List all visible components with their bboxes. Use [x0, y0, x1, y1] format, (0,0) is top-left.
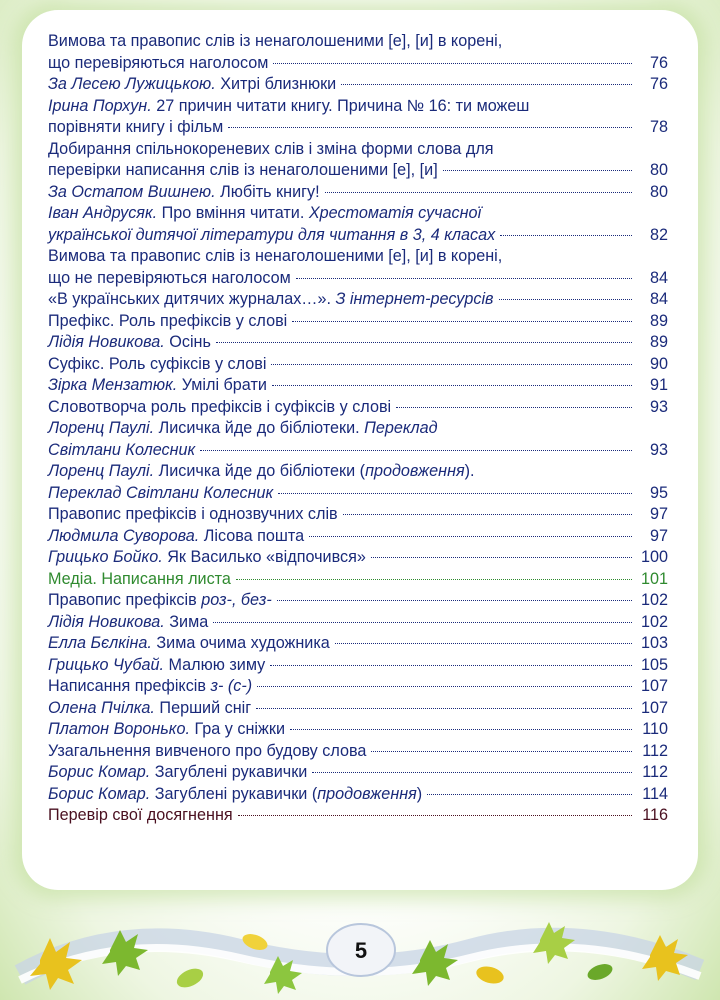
text: Правопис префіксів і однозвучних слів: [48, 505, 338, 523]
italic-text: Лідія Новикова.: [48, 333, 165, 351]
toc-entry-title: [48, 676, 252, 698]
toc-entry[interactable]: [48, 311, 668, 333]
dot-leader: [256, 708, 632, 709]
text: Загублені рукавички: [150, 763, 308, 781]
toc-entry-title: [48, 483, 273, 505]
toc-page-number: 102: [640, 591, 668, 609]
leaf-icon: [474, 964, 505, 987]
toc-page-number: 91: [649, 376, 668, 394]
italic-text: Людмила Суворова.: [48, 526, 200, 545]
toc-entry[interactable]: [48, 332, 668, 354]
toc-entry[interactable]: [48, 96, 668, 139]
toc-page-number: 76: [649, 53, 668, 72]
toc-page-number: 97: [649, 505, 668, 523]
toc-entry[interactable]: [48, 504, 668, 526]
toc-page-number: 100: [640, 548, 668, 566]
toc-page-number: 116: [642, 806, 668, 824]
text: ).: [464, 462, 475, 480]
dot-leader: [238, 815, 632, 816]
dot-leader: [296, 278, 632, 279]
dot-leader: [371, 557, 632, 558]
italic-text: Хрестоматія сучасної: [308, 204, 482, 222]
text: Гра у сніжки: [189, 720, 285, 738]
toc-page-number: 89: [649, 333, 668, 351]
toc-entry-title: [48, 74, 336, 96]
text: ): [416, 784, 423, 803]
toc-entry[interactable]: [48, 289, 668, 311]
text: Медіа. Написання листа: [48, 569, 231, 588]
toc-entry-row: [48, 225, 668, 247]
toc-page-number: 84: [649, 268, 668, 287]
toc-page-number: 93: [649, 397, 668, 416]
text: Малюю зиму: [163, 655, 266, 674]
toc-entry[interactable]: [48, 762, 668, 784]
toc-entry-row: [48, 117, 668, 139]
toc-entry-title: [48, 590, 272, 612]
dot-leader: [257, 686, 632, 687]
toc-page-number: 102: [640, 612, 668, 631]
toc-entry-title: [48, 569, 231, 591]
toc-entry[interactable]: [48, 31, 668, 74]
toc-entry[interactable]: [48, 397, 668, 419]
italic-text: Переклад Світлани Колесник: [48, 483, 274, 502]
dot-leader: [292, 321, 632, 322]
toc-entry-row: [48, 569, 668, 591]
dot-leader: [499, 299, 633, 300]
toc-entry-title: [48, 289, 494, 311]
text: «В українських дитячих журналах…».: [48, 290, 331, 308]
dot-leader: [277, 600, 632, 601]
italic-text: Лідія Новикова.: [48, 612, 165, 631]
toc-entry-title: [48, 762, 307, 784]
toc-entry[interactable]: [48, 182, 668, 204]
italic-text: Борис Комар.: [48, 763, 151, 781]
text: Лісова пошта: [199, 526, 305, 545]
dot-leader: [271, 364, 632, 365]
toc-page-number: 90: [649, 354, 668, 373]
toc-entry-title: [48, 268, 291, 290]
toc-entry-row: [48, 526, 668, 548]
dot-leader: [312, 772, 632, 773]
toc-entry-title: [48, 526, 304, 548]
toc-entry-row: [48, 504, 668, 526]
toc-entry-line: [48, 96, 668, 118]
toc-entry-title: [48, 440, 195, 462]
text: Лисичка йде до бібліотеки (: [154, 462, 366, 480]
toc-entry-title: [48, 547, 366, 569]
italic-text: роз-, без-: [201, 591, 272, 609]
toc-page-number: 110: [642, 720, 668, 738]
dot-leader: [325, 192, 632, 193]
text: Перший сніг: [154, 698, 252, 717]
text: Загублені рукавички (: [150, 784, 318, 803]
italic-text: Платон Воронько.: [48, 720, 190, 738]
toc-entry-row: [48, 375, 668, 397]
dot-leader: [343, 514, 632, 515]
dot-leader: [216, 342, 632, 343]
toc-entry[interactable]: [48, 203, 668, 246]
toc-page-number: 97: [649, 526, 668, 545]
leaf-icon: [174, 965, 206, 991]
dot-leader: [273, 63, 632, 64]
toc-entry-row: [48, 547, 668, 569]
toc-entry-title: [48, 53, 268, 75]
toc-entry[interactable]: [48, 719, 668, 741]
italic-text: Ірина Порхун.: [48, 96, 152, 115]
text: Префікс. Роль префіксів у слові: [48, 311, 288, 330]
dot-leader: [236, 579, 632, 580]
toc-entry[interactable]: [48, 676, 668, 698]
toc-entry[interactable]: [48, 526, 668, 548]
toc-entry-row: [48, 354, 668, 376]
table-of-contents: [48, 31, 668, 827]
toc-entry-row: [48, 397, 668, 419]
toc-entry-row: [48, 719, 668, 741]
toc-page-number: 112: [642, 741, 668, 760]
italic-text: Іван Андрусяк.: [48, 204, 158, 222]
toc-page-number: 82: [649, 225, 668, 244]
toc-entry[interactable]: [48, 633, 668, 655]
toc-entry-row: [48, 676, 668, 698]
italic-text: Елла Бєлкіна.: [48, 634, 152, 652]
toc-entry-row: [48, 332, 668, 354]
italic-text: Лоренц Паулі.: [48, 419, 155, 437]
italic-text: Борис Комар.: [48, 784, 151, 803]
toc-page-number: 95: [649, 483, 668, 502]
italic-text: Грицько Бойко.: [48, 548, 163, 566]
toc-entry-row: [48, 698, 668, 720]
toc-entry-title: [48, 719, 285, 741]
toc-entry-title: [48, 397, 391, 419]
toc-entry-row: [48, 633, 668, 655]
text: Узагальнення вивченого про будову слова: [48, 741, 367, 760]
toc-entry[interactable]: [48, 139, 668, 182]
text: Перевір свої досягнення: [48, 806, 233, 824]
toc-entry-row: [48, 590, 668, 612]
italic-text: Грицько Чубай.: [48, 655, 164, 674]
toc-entry-line: [48, 418, 668, 440]
dot-leader: [500, 235, 632, 236]
toc-entry[interactable]: [48, 590, 668, 612]
toc-entry-line: [48, 31, 668, 53]
toc-entry[interactable]: [48, 461, 668, 504]
text: Словотворча роль префіксів і суфіксів у слові: [48, 397, 392, 416]
toc-page-number: 93: [649, 440, 668, 459]
text: Вимова та правопис слів із ненаголошеними [е], [и] в корені,: [48, 247, 503, 265]
toc-entry-title: [48, 182, 320, 204]
toc-entry[interactable]: [48, 354, 668, 376]
text: порівняти книгу і фільм: [48, 118, 224, 136]
toc-page-number: 76: [649, 75, 668, 93]
toc-entry[interactable]: [48, 246, 668, 289]
italic-text: Лоренц Паулі.: [48, 462, 155, 480]
dot-leader: [200, 450, 632, 451]
text: Зима очима художника: [151, 634, 330, 652]
toc-entry[interactable]: [48, 698, 668, 720]
italic-text: З інтернет-ресурсів: [331, 290, 494, 308]
text: перевірки написання слів із ненаголошеними [е], [и]: [48, 161, 438, 179]
toc-page-number: 107: [640, 677, 668, 695]
leaf-icon: [585, 961, 614, 983]
toc-entry[interactable]: [48, 547, 668, 569]
toc-entry-row: [48, 440, 668, 462]
toc-entry[interactable]: [48, 418, 668, 461]
toc-entry-title: [48, 117, 223, 139]
toc-entry-title: [48, 375, 267, 397]
toc-entry-row: [48, 784, 668, 806]
toc-entry-title: [48, 332, 211, 354]
toc-entry-row: [48, 53, 668, 75]
toc-entry-row: [48, 612, 668, 634]
italic-text: За Остапом Вишнею.: [48, 182, 216, 201]
toc-page-number: 103: [640, 634, 668, 652]
italic-text: продовження: [365, 462, 465, 480]
italic-text: Світлани Колесник: [48, 440, 196, 459]
toc-entry-title: [48, 784, 422, 806]
dot-leader: [335, 643, 632, 644]
toc-entry-title: [48, 805, 233, 827]
toc-entry-title: [48, 633, 330, 655]
toc-entry-line: [48, 246, 668, 268]
toc-entry-title: [48, 504, 338, 526]
text: Добирання спільнокореневих слів і зміна форми слова для: [48, 139, 494, 158]
toc-page-number: 89: [649, 311, 668, 330]
toc-page-number: 101: [640, 569, 668, 588]
dot-leader: [278, 493, 632, 494]
toc-page-number: 84: [649, 290, 668, 308]
text: що перевіряються наголосом: [48, 53, 269, 72]
dot-leader: [443, 170, 632, 171]
toc-entry-row: [48, 289, 668, 311]
text: Як Василько «відпочився»: [162, 548, 366, 566]
text: Любіть книгу!: [215, 182, 320, 201]
toc-entry-row: [48, 160, 668, 182]
page-number: 5: [354, 938, 368, 963]
toc-entry[interactable]: [48, 375, 668, 397]
toc-entry-title: [48, 612, 208, 634]
toc-page-number: 107: [640, 698, 668, 717]
toc-entry-title: [48, 655, 265, 677]
toc-page-number: 80: [649, 161, 668, 179]
dot-leader: [228, 127, 632, 128]
italic-text: продовження: [317, 784, 417, 803]
toc-entry[interactable]: [48, 74, 668, 96]
toc-page-number: 78: [649, 118, 668, 136]
toc-entry-row: [48, 268, 668, 290]
toc-entry-line: [48, 461, 668, 483]
text: 27 причин читати книгу. Причина № 16: ти можеш: [151, 96, 530, 115]
text: Вимова та правопис слів із ненаголошеними [е], [и] в корені,: [48, 32, 503, 50]
dot-leader: [396, 407, 632, 408]
toc-entry-row: [48, 74, 668, 96]
text: Осінь: [164, 333, 211, 351]
text: Лисичка йде до бібліотеки.: [154, 419, 365, 437]
italic-text: За Лесею Лужицькою.: [48, 75, 216, 93]
italic-text: Олена Пчілка.: [48, 698, 155, 717]
dot-leader: [309, 536, 632, 537]
text: Умілі брати: [177, 376, 267, 394]
toc-entry[interactable]: [48, 784, 668, 806]
dot-leader: [290, 729, 632, 730]
toc-entry-title: [48, 225, 495, 247]
dot-leader: [213, 622, 632, 623]
toc-entry-row: [48, 483, 668, 505]
text: Написання префіксів: [48, 677, 211, 695]
toc-entry[interactable]: [48, 805, 668, 827]
dot-leader: [272, 385, 632, 386]
toc-entry-row: [48, 311, 668, 333]
toc-entry-title: [48, 741, 366, 763]
text: Зима: [164, 612, 209, 631]
dot-leader: [341, 84, 632, 85]
toc-page-number: 105: [640, 655, 668, 674]
text: Хитрі близнюки: [215, 75, 337, 93]
toc-entry-line: [48, 203, 668, 225]
toc-page-number: 114: [642, 784, 668, 803]
toc-entry[interactable]: [48, 612, 668, 634]
dot-leader: [371, 751, 632, 752]
dot-leader: [427, 794, 632, 795]
text: Суфікс. Роль суфіксів у слові: [48, 354, 267, 373]
toc-entry-title: [48, 698, 251, 720]
toc-entry-line: [48, 139, 668, 161]
toc-entry-row: [48, 741, 668, 763]
toc-entry-row: [48, 182, 668, 204]
toc-entry-title: [48, 160, 438, 182]
toc-entry-row: [48, 805, 668, 827]
text: Про вміння читати.: [157, 204, 309, 222]
toc-entry[interactable]: [48, 569, 668, 591]
toc-entry-row: [48, 762, 668, 784]
toc-entry[interactable]: [48, 741, 668, 763]
toc-entry[interactable]: [48, 655, 668, 677]
italic-text: Зірка Мензатюк.: [48, 376, 178, 394]
italic-text: Переклад: [364, 419, 438, 437]
toc-entry-title: [48, 354, 266, 376]
dot-leader: [270, 665, 632, 666]
italic-text: української дитячої літератури для читання в 3, 4 класах: [48, 225, 496, 244]
toc-entry-title: [48, 311, 287, 333]
toc-page-number: 112: [642, 763, 668, 781]
text: що не перевіряються наголосом: [48, 268, 291, 287]
toc-page-number: 80: [649, 182, 668, 201]
toc-entry-row: [48, 655, 668, 677]
text: Правопис префіксів: [48, 591, 202, 609]
italic-text: з- (с-): [210, 677, 253, 695]
